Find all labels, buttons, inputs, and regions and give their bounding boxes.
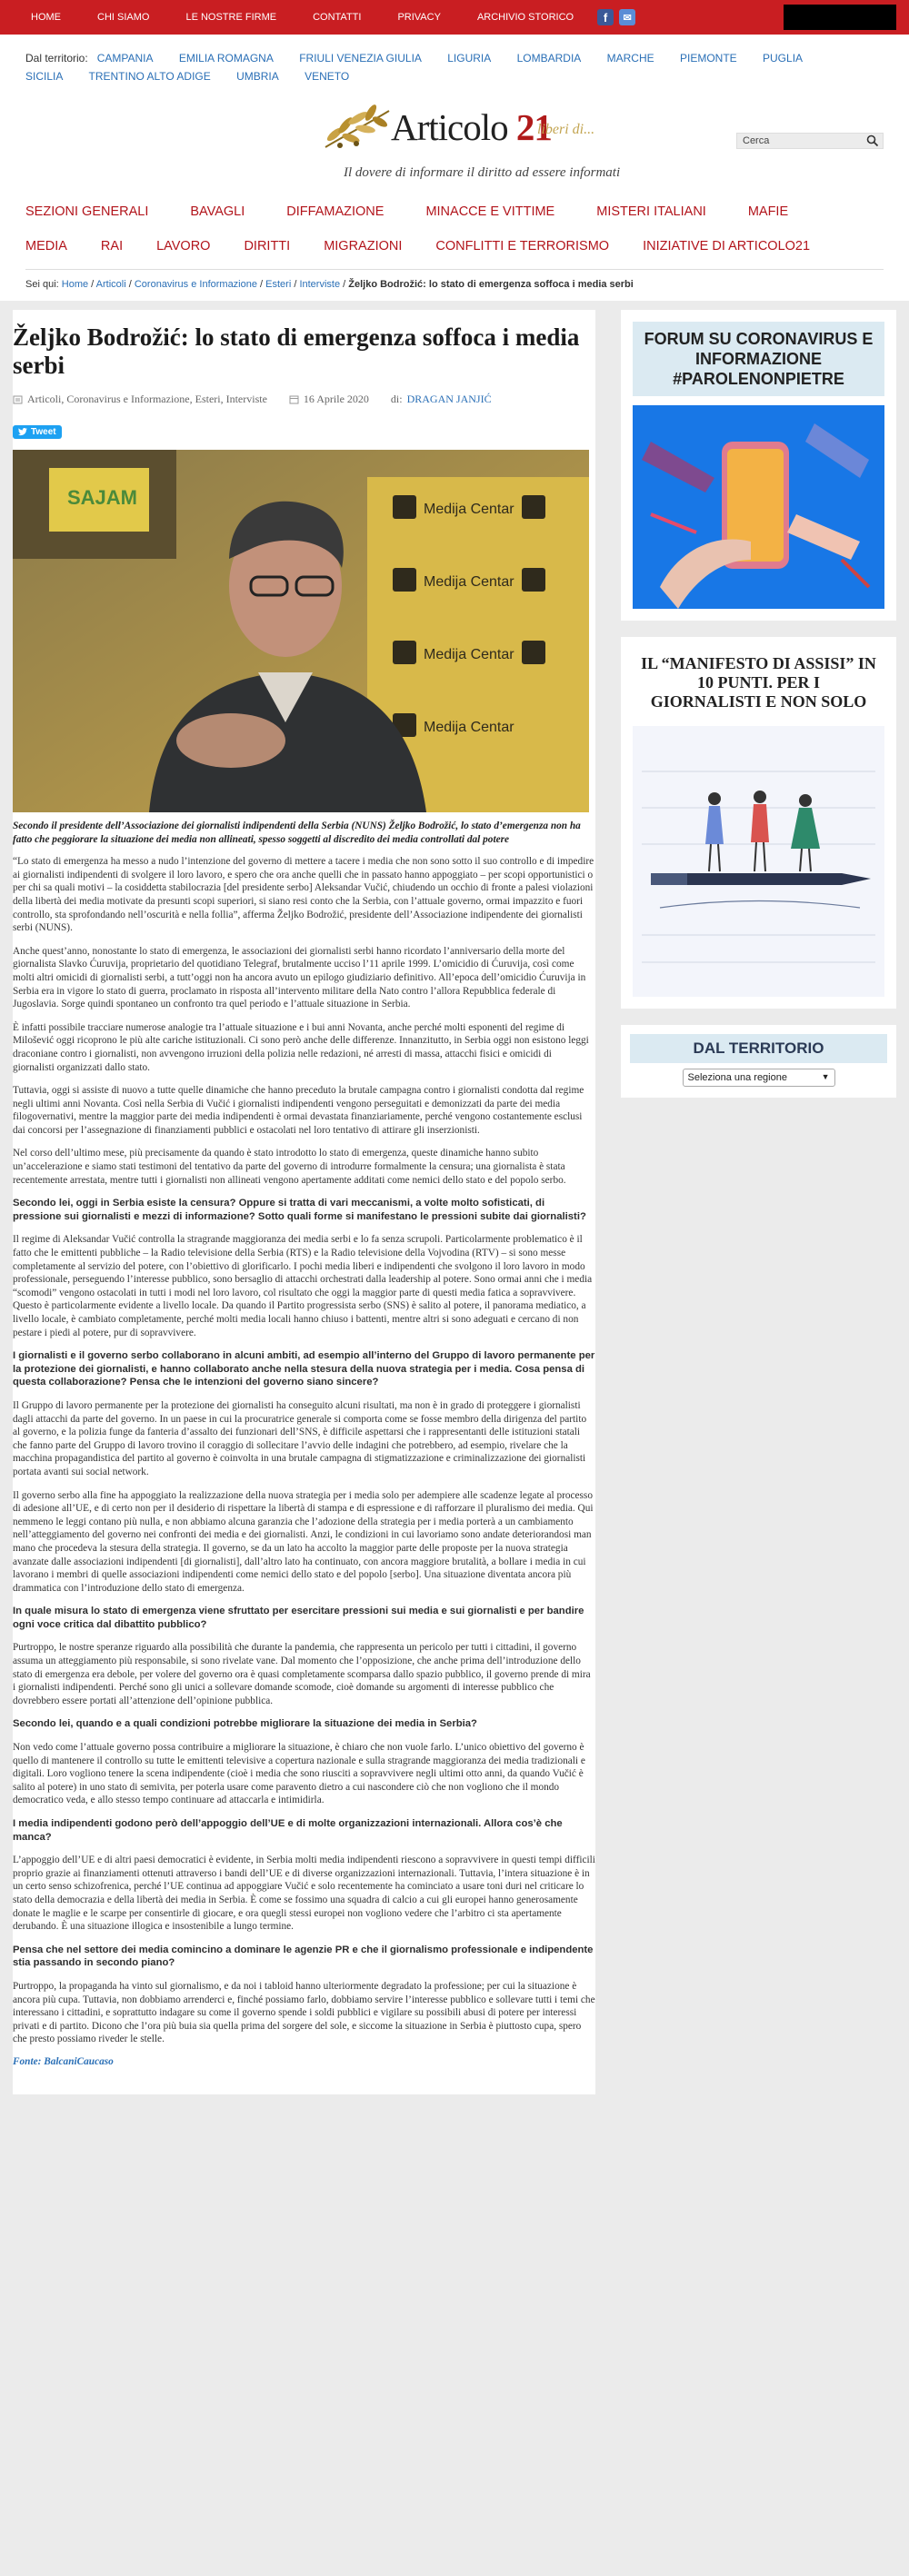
- breadcrumb-separator: /: [125, 279, 135, 290]
- region-link[interactable]: PUGLIA: [763, 52, 804, 65]
- pen-bridge-illustration: [633, 726, 884, 997]
- breadcrumb-label: Sei qui:: [25, 279, 59, 290]
- region-select-value: Seleziona una regione: [687, 1072, 787, 1083]
- interview-question: Secondo lei, quando e a quali condizioni potrebbe migliorare la situazione dei media in Serbia?: [13, 1718, 477, 1730]
- category-link[interactable]: DIRITTI: [244, 239, 291, 254]
- region-link[interactable]: FRIULI VENEZIA GIULIA: [299, 52, 422, 65]
- widget-forum-title[interactable]: FORUM SU CORONAVIRUS E INFORMAZIONE #PAROLENONPIETRE: [633, 322, 884, 396]
- region-link[interactable]: VENETO: [305, 70, 350, 83]
- breadcrumb-separator: /: [340, 279, 349, 290]
- svg-text:Medija Centar: Medija Centar: [424, 574, 514, 590]
- logo-row: [25, 85, 884, 185]
- article-paragraph: Nel corso dell’ultimo mese, più precisamente da quando è stato introdotto lo stato di emergenza, queste dinamiche hanno subito un’accelerazione e siamo stati testimoni del tentativo da parte del governo di introdurre formalmente la censura; una giornalista è stata recentemente arrestata, mentre tutti i giornalisti non allineati vengono apertamente additati come nemici dello stato e del popolo serbo.: [13, 1148, 566, 1186]
- breadcrumb-item[interactable]: Esteri: [265, 279, 292, 290]
- topnav-item[interactable]: CONTATTI: [313, 12, 362, 23]
- category-link[interactable]: SEZIONI GENERALI: [25, 204, 149, 219]
- region-link[interactable]: CAMPANIA: [96, 52, 154, 65]
- article-paragraph: Tuttavia, oggi si assiste di nuovo a tutte quelle dinamiche che hanno preceduto la brutale campagna contro i giornalisti condotta dal regime negli ultimi anni Novanta. Così nella Serbia di Vučić i giornalisti indipendenti vengono perseguitati e demonizzati da parte dei media filogovernativi, mentre la maggior parte dei media indipendenti è ormai devastata finanziariamente, perché vengono costantemente esclusi dai concorsi per l’assegnazione di finanziamenti pubblici e ostacolati nel loro tentativo di attirare gli inserzionisti.: [13, 1085, 584, 1136]
- region-link[interactable]: MARCHE: [606, 52, 654, 65]
- region-link[interactable]: UMBRIA: [236, 70, 279, 83]
- olive-branch-icon: [316, 102, 393, 156]
- author-prefix: di:: [390, 393, 403, 405]
- region-link[interactable]: PIEMONTE: [680, 52, 737, 65]
- article-photo-illustration: [13, 450, 589, 812]
- article-photo: [13, 450, 589, 812]
- article-paragraph: Anche quest’anno, nonostante lo stato di emergenza, le associazioni dei giornalisti serbi hanno ricordato l’anniversario della morte del giornalista Slavko Ćuruvija, proprietario del quotidiano Telegraf, brutalmente ucciso l’11 aprile 1999. L’omicidio di Ćuruvija, così come molti altri omicidi di giornalisti serbi, a tutt’oggi non ha ancora avuto un epilogo giudiziario definitivo. All’epoca dell’omicidio Ćuruvija in Serbia era in vigore lo stato di guerra, proclamato in risposta all’intervento militare della Nato contro l’allora Repubblica federale di Jugoslavia. Sorge quindi spontaneo un confronto tra quel periodo e l’attuale situazione in Serbia.: [13, 945, 586, 1010]
- category-link[interactable]: MINACCE E VITTIME: [425, 204, 555, 219]
- main-content: [0, 301, 909, 2094]
- svg-text:SAJAM: SAJAM: [67, 486, 138, 509]
- article-paragraph: Purtroppo, la propaganda ha vinto sul giornalismo, e da noi i tabloid hanno ulteriormente degradato la professione; per cui la situazione è ancora più cupa. Tuttavia, non dobbiamo arrenderci e, finché possiamo farlo, dobbiamo servire l’interesse pubblico e sollevare tutti i temi che interessano i cittadini, e soprattutto indagare su come il governo spende i soldi pubblici e vigilare su possibili abusi di potere per interessi privati e di partito. Dicono che l’ora più buia sia quella prima del sorgere del sole, e siccome la situazione in Serbia è piuttosto cupa, spero che presto possiamo riveder le stelle.: [13, 1980, 595, 2045]
- widget-forum: [621, 310, 896, 621]
- category-link[interactable]: MAFIE: [747, 204, 789, 219]
- article-date: 16 Aprile 2020: [303, 393, 369, 405]
- breadcrumb: [25, 270, 884, 301]
- article-categories[interactable]: Articoli, Coronavirus e Informazione, Esteri, Interviste: [27, 393, 267, 405]
- category-navigation: [25, 185, 884, 264]
- breadcrumb-item[interactable]: Coronavirus e Informazione: [134, 279, 257, 290]
- breadcrumb-current: Željko Bodrožić: lo stato di emergenza soffoca i media serbi: [348, 279, 634, 290]
- article-paragraph: È infatti possibile tracciare numerose analogie tra l’attuale situazione e i bui anni Novanta, anche perché molti esponenti del regime di Milošević oggi ricoprono le più alte cariche istituzionali. Ci sono però anche delle differenze. Innanzitutto, in Serbia oggi non esistono leggi draconiane contro i giornalisti, non avvengono irruzioni della polizia nelle redazioni, né arresti di massa, attacchi fisici e omicidi di giornalisti organizzati dallo stato.: [13, 1021, 589, 1073]
- interview-question: I giornalisti e il governo serbo collaborano in alcuni ambiti, ad esempio all’interno del Gruppo di lavoro permanente per la protezione dei giornalisti, e hanno collaborato anche nella stesura della nuova strategia per i media. Cosa pensa di questa collaborazione? Pensa che le intenzioni del governo siano sincere?: [13, 1350, 595, 1388]
- calendar-icon: [289, 394, 299, 404]
- article: [13, 310, 595, 2094]
- category-link[interactable]: MIGRAZIONI: [324, 239, 403, 254]
- category-link[interactable]: LAVORO: [156, 239, 211, 254]
- manifesto-banner-image[interactable]: [633, 726, 884, 997]
- forum-banner-image[interactable]: [633, 405, 884, 609]
- interview-question: I media indipendenti godono però dell’appoggio dell’UE e di molte organizzazioni internazionali. Allora cos’è che manca?: [13, 1818, 563, 1843]
- article-paragraph: Il regime di Aleksandar Vučić controlla la stragrande maggioranza dei media serbi e lo fa senza scrupoli. Particolarmente problematico è il fatto che le emittenti pubbliche – la Radio televisione della Serbia (RTS) e la Radio televisione della Vojvodina (RTV) – si sono messe completamente al servizio del potere, con l’obiettivo di glorificarlo. I pochi media liberi e indipendenti che svolgono il loro lavoro in modo professionale, perseguendo l’interesse pubblico, sono bersaglio di attacchi orchestrati dalla leadership al potere. Sono ormai anni che i media “scomodi” vengono ostacolati in tutti i modi nel loro lavoro, col risultato che oggi la maggior parte di questi media fatica a sopravvivere. Questo è particolarmente evidente a livello locale. Da quando il Partito progressista serbo (SNS) è salito al potere, il panorama mediatico, a livello locale, è cambiato completamente, perché molti media locali hanno chiuso i battenti, mentre altri si sono adeguati e cercano di non pestare i piedi al potere, pur di sopravvivere.: [13, 1234, 593, 1338]
- category-row-2: [25, 229, 884, 264]
- article-paragraph: Purtroppo, le nostre speranze riguardo alla possibilità che durante la pandemia, che rappresenta un pericolo per tutti i cittadini, il governo assuma un atteggiamento più responsabile, si sono rivelate vane. Dal momento che l’opposizione, che anche prima dell’introduzione dello stato di emergenza era debole, per volere del governo ora è quasi completamente scomparsa dallo spazio pubblico, il governo prende di mira i giornalisti indipendenti. Perché sono gli unici a sollevare domande scomode, cioè domande su argomenti di interesse pubblico che dovrebbero essere portati all’attenzione dell’opinione pubblica.: [13, 1642, 591, 1706]
- top-navigation-bar: [0, 0, 909, 35]
- site-motto: Il dovere di informare il diritto ad essere informati: [344, 165, 621, 180]
- region-link[interactable]: LIGURIA: [447, 52, 492, 65]
- breadcrumb-item[interactable]: Articoli: [95, 279, 126, 290]
- top-nav-menu: [13, 0, 592, 35]
- source-label: Fonte:: [13, 2055, 42, 2067]
- folder-icon: [13, 394, 23, 404]
- article-title: Željko Bodrožić: lo stato di emergenza soffoca i media serbi: [13, 323, 580, 379]
- article-paragraph: L’appoggio dell’UE e di altri paesi democratici è evidente, in Serbia molti media indipendenti riescono a sopravvivere in questi tempi difficili proprio grazie ai finanziamenti ottenuti attraverso i bandi dell’UE e di diverse organizzazioni internazionali. Tuttavia, l’intera situazione è in un certo senso schizofrenica, perché l’UE continua ad appoggiare Vučić e solo recentemente ha cominciato a usare toni duri nel criticare lo stato della democrazia e della libertà dei media in Serbia. È come se fossimo una squadra di calcio a cui gli europei hanno generosamente donate le maglie e le scarpe per consentirle di giocare, e ora quegli stessi europei non vogliono vedere che l’arbitro ci sta apertamente derubando. È una situazione illogica e insostenibile a lungo termine.: [13, 1855, 595, 1933]
- topnav-item[interactable]: ARCHIVIO STORICO: [476, 12, 574, 23]
- tweet-button[interactable]: [13, 425, 62, 439]
- article-body: [13, 855, 595, 2046]
- logo-brand: Articolo 21: [391, 106, 552, 148]
- search-placeholder: Cerca: [743, 135, 770, 146]
- article-paragraph: Non vedo come l’attuale governo possa contribuire a migliorare la situazione, è chiaro che non vuole farlo. L’unico obiettivo del governo è quello di mantenere il controllo su tutte le emittenti televisive a copertura nazionale e sulla stragrande maggioranza dei media tradizionali e digitali. Loro vogliono tenere la scena indipendente (cioè i media che sono riusciti a sopravvivere negli ultimi otto anni, da quando Vučić è salito al potere) in uno stato di semivita, per poterla usare come paravento dietro a cui nascondere ciò che non vogliono che il mondo democratico veda, e allo stesso tempo continuare ad attaccarla e intimidirla.: [13, 1742, 585, 1806]
- widget-manifesto: [621, 637, 896, 1009]
- chevron-down-icon: ▼: [821, 1072, 830, 1081]
- search-icon[interactable]: [866, 134, 879, 147]
- regions-bar: [25, 49, 880, 85]
- article-source: [13, 2056, 595, 2067]
- article-meta: [13, 393, 595, 406]
- article-paragraph: “Lo stato di emergenza ha messo a nudo l’intenzione del governo di mettere a tacere i media che non sono sotto il suo controllo e di impedire ai giornalisti indipendenti di svolgere il loro lavoro, e spero che ora anche quelli che in passato hanno appoggiato – per scopi opportunistici o per chi sa quali motivi – la cosiddetta stabilocrazia [del presidente serbo] Aleksandar Vučić, chiudendo un occhio di fronte a palesi violazioni della libertà dei media motivate da presunti scopi superiori, si siano resi conto che la Serbia, con l’attuale governo, ormai impazzito e fuori controllo, sta sprofondando nell’oscurità e nella follia”, afferma Željko Bodrožić, presidente dell’Associazione indipendente dei giornalisti serbi (NUNS).: [13, 856, 594, 934]
- interview-question: Pensa che nel settore dei media comincino a dominare le agenzie PR e che il giornalismo professionale e indipendente stia passando in secondo piano?: [13, 1944, 594, 1969]
- article-lede: Secondo il presidente dell’Associazione dei giornalisti indipendenti della Serbia (NUNS) Željko Bodrožić, lo stato d’emergenza non ha fatto che peggiorare la situazione dei media non allineati, spesso soggetti al discredito dei media controllati dal potere: [13, 821, 581, 845]
- social-links: [597, 9, 635, 25]
- article-author[interactable]: DRAGAN JANJIĆ: [406, 393, 492, 405]
- svg-text:Medija Centar: Medija Centar: [424, 720, 514, 735]
- tweet-label: Tweet: [31, 427, 56, 437]
- breadcrumb-item[interactable]: Home: [61, 279, 89, 290]
- interview-question: Secondo lei, oggi in Serbia esiste la censura? Oppure si tratta di vari meccanismi, a volte molto sofisticati, di pressione sui giornalisti e mezzi di informazione? Sotto quali forme si manifestano le pressioni subite dai giornalisti?: [13, 1198, 586, 1222]
- breadcrumb-separator: /: [88, 279, 96, 290]
- category-row-1: [25, 194, 884, 229]
- category-link[interactable]: DIFFAMAZIONE: [286, 204, 385, 219]
- breadcrumb-separator: /: [256, 279, 266, 290]
- smartphone-illustration: [633, 405, 884, 609]
- article-paragraph: Il Gruppo di lavoro permanente per la protezione dei giornalisti ha conseguito alcuni risultati, ma non è in grado di proteggere i giornalisti dagli attacchi da parte del governo. In un paese in cui la procuratrice generale si comporta come se fosse membro della dirigenza del partito al governo, e la polizia funge da fanteria d’assalto dei funzionari dell’SNS, è difficile aspettarsi che i rappresentanti delle istituzioni statali che fanno parte del Gruppo di lavoro trovino il coraggio di sollecitare l’avvio delle indagini che potrebbero, ad esempio, rivelare che la macchina propagandistica del partito al governo è coinvolta in una brutale campagna di stigmatizzazione e criminalizzazione dei giornalisti portata avanti sui social network.: [13, 1399, 587, 1477]
- region-link[interactable]: TRENTINO ALTO ADIGE: [88, 70, 211, 83]
- category-link[interactable]: CONFLITTI E TERRORISMO: [435, 239, 610, 254]
- twitter-icon: [18, 428, 27, 436]
- source-link[interactable]: BalcaniCaucaso: [44, 2055, 114, 2067]
- topnav-item[interactable]: LE NOSTRE FIRME: [185, 12, 277, 23]
- topnav-item[interactable]: CHI SIAMO: [97, 12, 150, 23]
- svg-text:Medija Centar: Medija Centar: [424, 502, 514, 517]
- search-input[interactable]: [736, 133, 884, 149]
- category-link[interactable]: INIZIATIVE DI ARTICOLO21: [643, 239, 811, 254]
- breadcrumb-separator: /: [291, 279, 300, 290]
- article-paragraph: Il governo serbo alla fine ha appoggiato la realizzazione della nuova strategia per i media solo per adempiere alle scadenze legate al processo di adesione all’UE, e di certo non per il desiderio di rispettare la libertà di stampa e di espressione e di rafforzare il pluralismo dei media. Qui nemmeno le leggi contano più nulla, e non abbiamo alcuna garanzia che l’adozione della strategia per i media porterà a un cambiamento nell’atteggiamento del governo nei confronti dei media e dei giornalisti. Anzi, le condizioni in cui lavoriamo sono andate deteriorandosi man mano che procedeva la stesura della strategia. Il governo, se da un lato ha accolto la maggior parte delle proposte per la nuova strategia avanzate dalle associazioni indipendenti [di giornalisti], dall’altro lato ha continuato, con ancora maggiore brutalità, a bollare i media in cui lavorano i membri di quelle associazioni indipendenti come nemici dello stato e del popolo [serbo]. Una situazione diventata ancora più drammatica con l’introduzione dello stato di emergenza.: [13, 1489, 594, 1594]
- category-link[interactable]: BAVAGLI: [190, 204, 245, 219]
- mail-icon[interactable]: ✉: [619, 9, 635, 25]
- topnav-item[interactable]: HOME: [31, 12, 61, 23]
- widget-territory: [621, 1025, 896, 1098]
- site-logo[interactable]: [316, 102, 644, 180]
- region-select[interactable]: [683, 1069, 835, 1087]
- site-header: [0, 35, 909, 301]
- region-link[interactable]: LOMBARDIA: [516, 52, 582, 65]
- breadcrumb-item[interactable]: Interviste: [299, 279, 341, 290]
- topnav-item[interactable]: PRIVACY: [397, 12, 441, 23]
- category-link[interactable]: MEDIA: [25, 239, 67, 254]
- widget-manifesto-title[interactable]: IL “MANIFESTO DI ASSISI” IN 10 PUNTI. PER I GIORNALISTI E NON SOLO: [633, 649, 884, 717]
- category-link[interactable]: RAI: [100, 239, 124, 254]
- facebook-icon[interactable]: f: [597, 9, 614, 25]
- interview-question: In quale misura lo stato di emergenza viene sfruttato per esercitare pressioni sui media e sui giornalisti e per bandire ogni voce critica dal dibattito pubblico?: [13, 1606, 584, 1630]
- sidebar: [621, 310, 896, 2094]
- svg-text:Medija Centar: Medija Centar: [424, 647, 514, 662]
- territory-title: DAL TERRITORIO: [630, 1034, 887, 1063]
- top-right-banner: [784, 5, 896, 30]
- regions-label: Dal territorio:: [25, 52, 88, 65]
- category-link[interactable]: MISTERI ITALIANI: [596, 204, 706, 219]
- region-link[interactable]: SICILIA: [25, 70, 64, 83]
- region-link[interactable]: EMILIA ROMAGNA: [178, 52, 274, 65]
- logo-tagline: liberi di...: [537, 122, 595, 137]
